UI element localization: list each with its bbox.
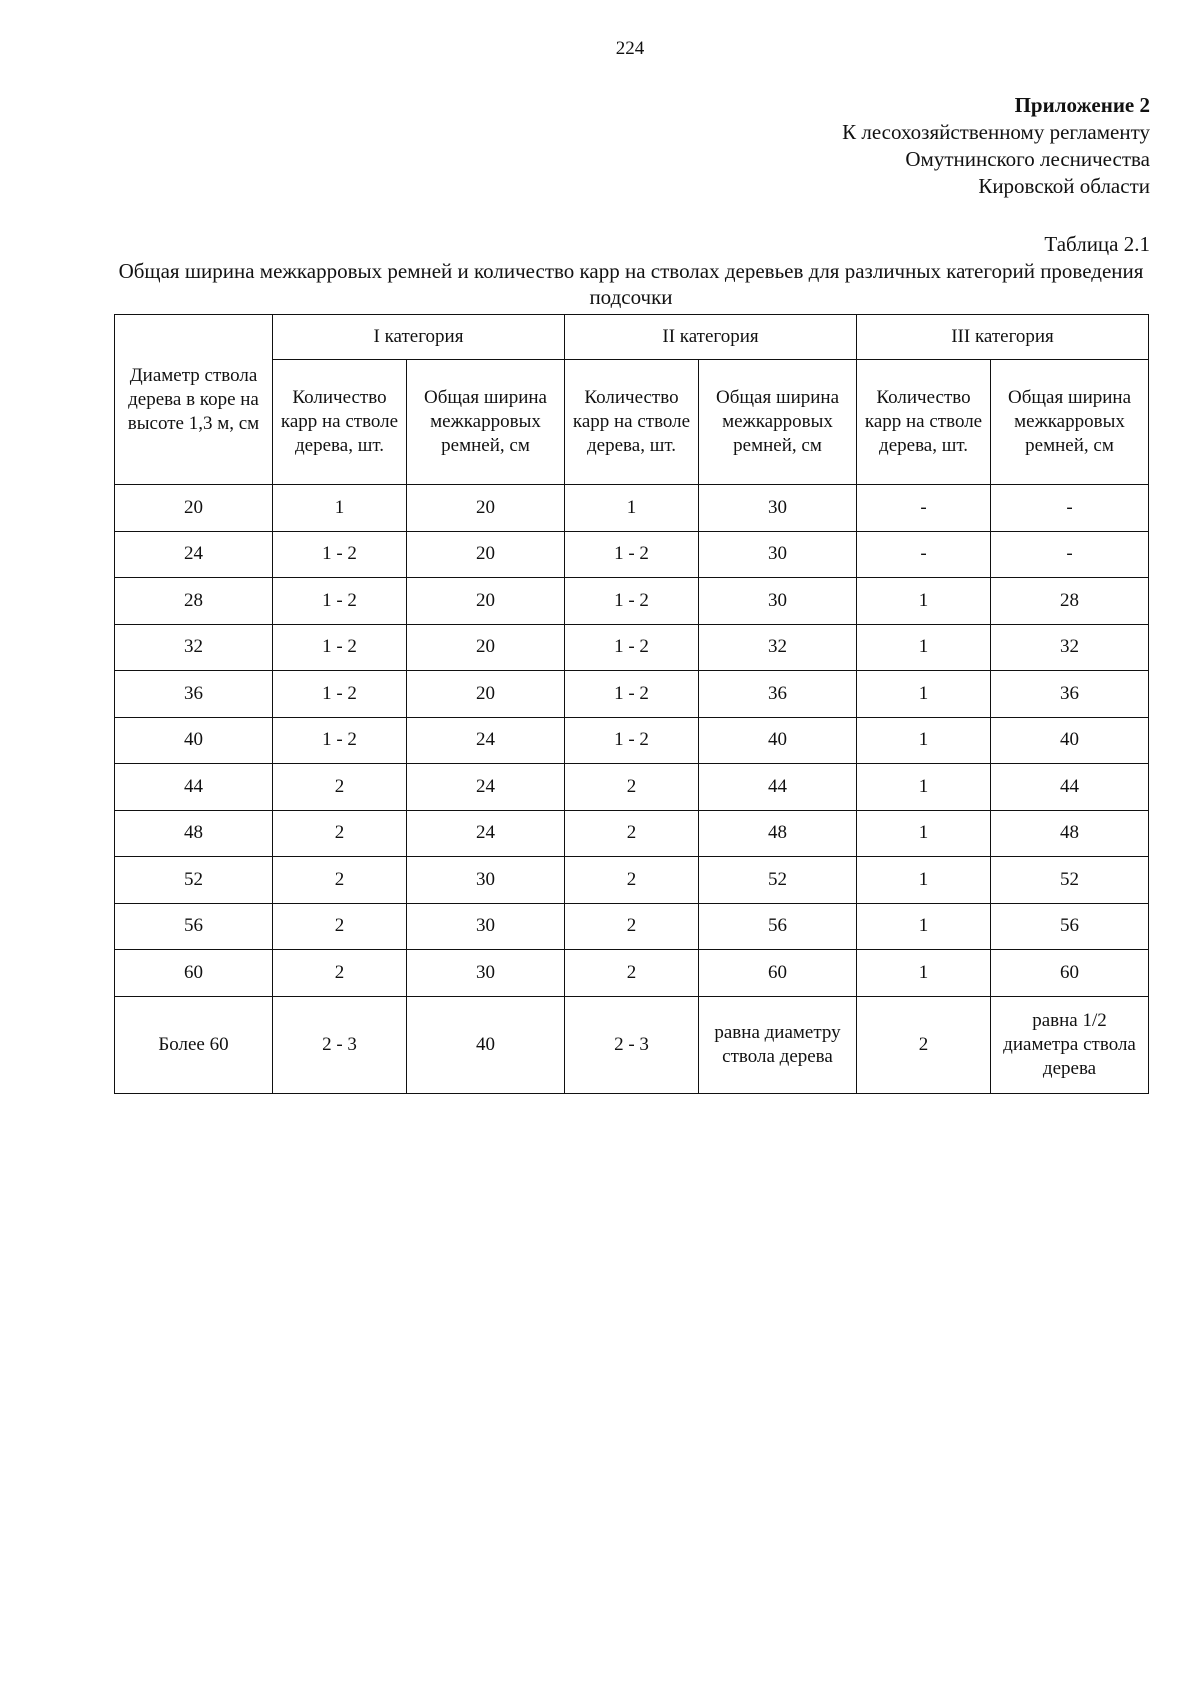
table-row: [115, 903, 1149, 950]
table-cell: 20: [407, 624, 565, 671]
table-cell: 44: [115, 764, 273, 811]
table-cell: 36: [699, 671, 857, 718]
table-cell: 20: [115, 485, 273, 532]
table-cell: 2: [273, 764, 407, 811]
table-cell: равна диаметру ствола дерева: [699, 996, 857, 1093]
width-header: Общая ширина межкарровых ремней, см: [407, 360, 565, 485]
table-row: [115, 810, 1149, 857]
table-cell: 1 - 2: [273, 671, 407, 718]
table-cell: 2: [565, 903, 699, 950]
table-row: [115, 578, 1149, 625]
table-cell: 24: [407, 764, 565, 811]
table-cell: 24: [115, 531, 273, 578]
table-row: [115, 996, 1149, 1093]
table-cell: 1: [857, 857, 991, 904]
table-cell: 1: [857, 671, 991, 718]
table-cell: 2 - 3: [565, 996, 699, 1093]
table-cell: -: [857, 485, 991, 532]
table-cell: 52: [991, 857, 1149, 904]
table-cell: 30: [407, 903, 565, 950]
diameter-header: Диаметр ствола дерева в коре на высоте 1,3 м, см: [115, 315, 273, 485]
table-cell: 1: [273, 485, 407, 532]
table-cell: 24: [407, 810, 565, 857]
table-cell: 2: [565, 764, 699, 811]
table-cell: 30: [407, 950, 565, 997]
table-cell: 28: [991, 578, 1149, 625]
appendix-line: Кировской области: [978, 174, 1150, 198]
table-cell: 2: [565, 810, 699, 857]
table-cell: 36: [115, 671, 273, 718]
appendix-header: [842, 92, 1150, 200]
table-row: [115, 764, 1149, 811]
table-cell: 1 - 2: [565, 578, 699, 625]
width-header: Общая ширина межкарровых ремней, см: [699, 360, 857, 485]
table-cell: 52: [699, 857, 857, 904]
table-cell: 48: [991, 810, 1149, 857]
table-cell: 20: [407, 671, 565, 718]
table-cell: 2: [273, 857, 407, 904]
table-cell: 40: [407, 996, 565, 1093]
table-cell: 1 - 2: [273, 578, 407, 625]
table-cell: -: [857, 531, 991, 578]
table-cell: равна 1/2 диаметра ствола дерева: [991, 996, 1149, 1093]
table-cell: 1: [857, 578, 991, 625]
count-header: Количество карр на стволе дерева, шт.: [857, 360, 991, 485]
table-cell: 48: [699, 810, 857, 857]
table-cell: 2: [273, 950, 407, 997]
table-row: [115, 485, 1149, 532]
table-cell: 1 - 2: [565, 717, 699, 764]
table-row: [115, 717, 1149, 764]
table-cell: 1 - 2: [565, 624, 699, 671]
table-cell: 32: [991, 624, 1149, 671]
table-cell: 36: [991, 671, 1149, 718]
appendix-line: К лесохозяйственному регламенту: [842, 120, 1150, 144]
appendix-line: Омутнинского лесничества: [905, 147, 1150, 171]
table-cell: 30: [699, 531, 857, 578]
table-cell: 28: [115, 578, 273, 625]
table-cell: 1: [857, 764, 991, 811]
table-cell: 1 - 2: [273, 624, 407, 671]
table-row: [115, 624, 1149, 671]
table-cell: 2 - 3: [273, 996, 407, 1093]
table-cell: -: [991, 531, 1149, 578]
table-cell: 2: [565, 950, 699, 997]
table-cell: 30: [699, 578, 857, 625]
page-number: 224: [615, 38, 645, 59]
table-cell: 2: [273, 903, 407, 950]
table-cell: 32: [699, 624, 857, 671]
table-cell: 52: [115, 857, 273, 904]
table-cell: 32: [115, 624, 273, 671]
table-row: [115, 857, 1149, 904]
table-cell: 1 - 2: [273, 531, 407, 578]
table-cell: 30: [699, 485, 857, 532]
table-cell: Более 60: [115, 996, 273, 1093]
table-cell: 1 - 2: [565, 671, 699, 718]
table-cell: 20: [407, 485, 565, 532]
table-cell: 44: [699, 764, 857, 811]
table-cell: 1 - 2: [273, 717, 407, 764]
table-cell: 44: [991, 764, 1149, 811]
tapping-table: [114, 314, 1149, 1094]
table-cell: 2: [565, 857, 699, 904]
table-cell: 1: [857, 903, 991, 950]
table-cell: 1: [565, 485, 699, 532]
table-cell: 24: [407, 717, 565, 764]
table-cell: 20: [407, 531, 565, 578]
table-cell: 30: [407, 857, 565, 904]
table-cell: 40: [991, 717, 1149, 764]
table-cell: 60: [115, 950, 273, 997]
table-cell: 1 - 2: [565, 531, 699, 578]
table-row: [115, 950, 1149, 997]
table-cell: 20: [407, 578, 565, 625]
table-row: [115, 531, 1149, 578]
table-cell: 1: [857, 624, 991, 671]
table-row: [115, 671, 1149, 718]
table-cell: 40: [699, 717, 857, 764]
width-header: Общая ширина межкарровых ремней, см: [991, 360, 1149, 485]
table-cell: 1: [857, 717, 991, 764]
table-cell: 60: [699, 950, 857, 997]
count-header: Количество карр на стволе дерева, шт.: [565, 360, 699, 485]
table-cell: 1: [857, 950, 991, 997]
count-header: Количество карр на стволе дерева, шт.: [273, 360, 407, 485]
table-label: Таблица 2.1: [1044, 232, 1150, 256]
table-cell: 2: [857, 996, 991, 1093]
table-cell: 56: [115, 903, 273, 950]
table-caption: Общая ширина межкарровых ремней и количество карр на стволах деревьев для различных категорий проведения подсочки: [118, 259, 1144, 309]
category-1-header: I категория: [273, 315, 565, 360]
table-cell: 60: [991, 950, 1149, 997]
table-cell: 40: [115, 717, 273, 764]
appendix-title: Приложение 2: [1014, 93, 1150, 117]
category-2-header: II категория: [565, 315, 857, 360]
table-cell: 56: [991, 903, 1149, 950]
table-cell: -: [991, 485, 1149, 532]
table-cell: 56: [699, 903, 857, 950]
category-3-header: III категория: [857, 315, 1149, 360]
table-cell: 48: [115, 810, 273, 857]
table-cell: 1: [857, 810, 991, 857]
table-cell: 2: [273, 810, 407, 857]
